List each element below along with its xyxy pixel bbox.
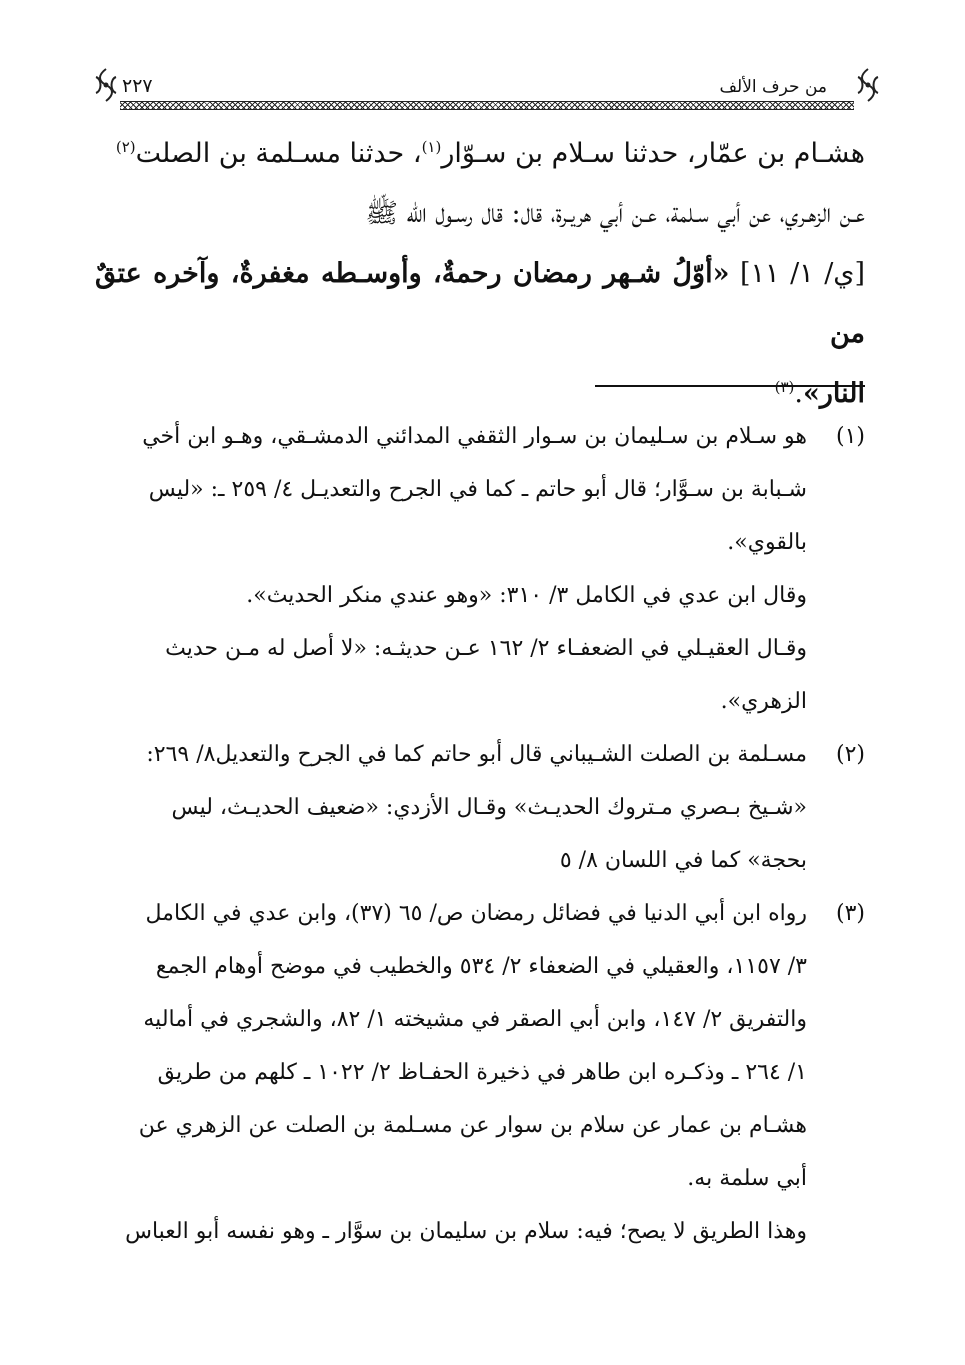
- footnote-line: ٣/ ١١٥٧، والعقيلي في الضعفاء ٢/ ٥٣٤ والخطيب في موضح أوهام الجمع: [155, 954, 807, 979]
- footnote-line: والتفريق ٢/ ١٤٧، وابن أبي الصقر في مشيخته ١/ ٨٢، والشجري في أماليه: [143, 1007, 807, 1032]
- footnote-ref-1[interactable]: (١): [421, 138, 442, 156]
- footnote-line: هو سـلام بن سـليمان بن سـوار الثقفي المدائني الدمشـقي، وهـو ابن أخي: [142, 424, 807, 449]
- footnote-line: بحجة» كما في اللسان ٨/ ٥: [559, 848, 807, 873]
- footnote-line: مسـلمة بن الصلت الشـيباني قال أبو حاتم كما في الجرح والتعديل٨/ ٢٦٩:: [146, 742, 807, 767]
- footnote-line: وهذا الطريق لا يصح؛ فيه: سلام بن سليمان بن سوَّار ـ وهو نفسه أبو العباس: [125, 1219, 807, 1244]
- main-text: [95, 124, 865, 424]
- header-rule: [120, 101, 854, 110]
- footnote-number: (١): [835, 424, 865, 449]
- footnote-line: الزهري».: [720, 689, 807, 714]
- footnote-line: وقـال العقيـلي في الضعفـاء ٢/ ١٦٢ عـن حديثـه: «لا أصل له مـن حديث: [165, 636, 807, 661]
- footnote-3: [95, 887, 865, 1258]
- footnote-line: بالقوي».: [727, 530, 807, 555]
- footnote-1: [95, 410, 865, 728]
- footnote-2: [95, 728, 865, 887]
- hadith-text-end: النار»: [802, 378, 865, 409]
- footnotes: [95, 410, 865, 1258]
- running-title: من حرف الألف: [719, 77, 827, 97]
- main-line-1: هشـام بن عمّار، حدثنا سـلام بن سـوّار$^{(١)}$، حدثنا مسـلمة بن الصلت$^{(٢)}$: [115, 138, 865, 169]
- footnote-ref-2[interactable]: (٢): [115, 138, 136, 156]
- footnote-ref-3[interactable]: (٣): [774, 378, 795, 396]
- page-number: ٢٢٧: [122, 75, 153, 97]
- footnote-line: هشـام بن عمار عن سلام بن سوار عن مسـلمة بن الصلت عن الزهري عن: [138, 1113, 807, 1138]
- footnote-number: (٣): [835, 901, 865, 926]
- ornament-left-icon: [92, 67, 120, 103]
- footnote-number: (٢): [835, 742, 865, 767]
- footnote-line: رواه ابن أبي الدنيا في فضائل رمضان ص/ ٦٥ (٣٧)، وابن عدي في الكامل: [145, 901, 807, 926]
- footnote-line: «شـيخ بـصري مـتروك الحديـث» وقـال الأزدي: «ضعيف الحديـث، ليس: [171, 795, 807, 820]
- footnote-separator: [595, 385, 865, 387]
- main-line-3: [ي/ ١/ ١١] «أوّلُ شـهر رمضان رحمةٌ، وأوسـطه مغفرةٌ، وآخره عتقٌ من: [95, 258, 865, 349]
- ornament-right-icon: [854, 67, 882, 103]
- main-line-2: عـن الزهـري، عن أبي سـلمة، عـن أبي هريـرة، قال: قال رسـول الله ﷺ: [365, 198, 865, 229]
- footnote-line: شـبابة بن سـوَّار؛ قال أبو حاتم ـ كما في الجرح والتعديـل ٤/ ٢٥٩ ـ: «ليس: [148, 477, 807, 502]
- footnote-line: أبي سلمة به.: [687, 1166, 807, 1191]
- hadith-text: «أوّلُ شـهر رمضان رحمةٌ، وأوسـطه مغفرةٌ، وآخره عتقٌ من: [95, 258, 865, 349]
- page-header: [92, 55, 882, 111]
- main-line-4: النار».$^{(٣)}$: [774, 378, 865, 409]
- footnote-line: ١/ ٢٦٤ ـ وذكـره ابن طاهر في ذخيرة الحفـاظ ٢/ ١٠٢٢ ـ كلهم من طريق: [157, 1060, 807, 1085]
- footnote-line: وقال ابن عدي في الكامل ٣/ ٣١٠: «وهو عندي منكر الحديث».: [246, 583, 807, 608]
